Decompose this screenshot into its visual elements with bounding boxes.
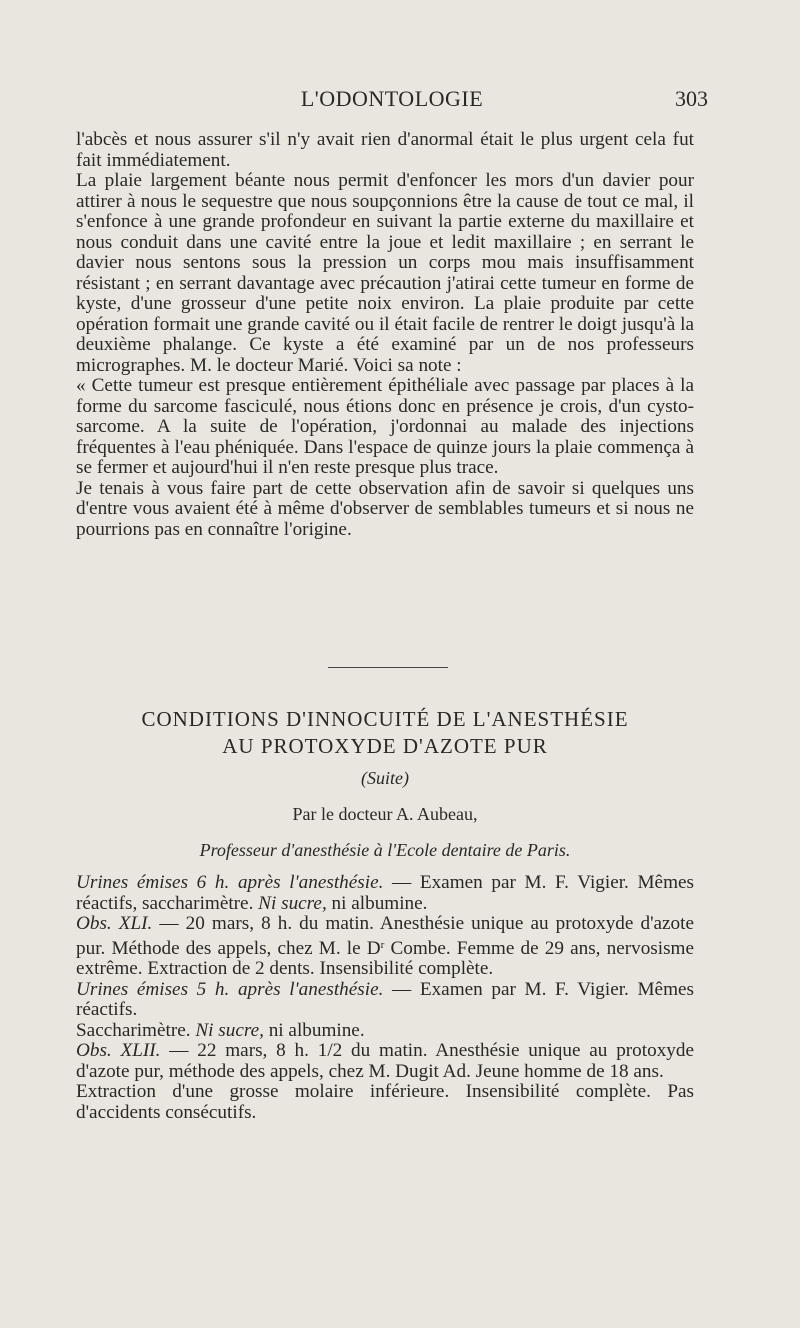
body-paragraph-3 bbox=[76, 980, 694, 1021]
body-text: — 20 mars, 8 h. du matin. Anesthésie unique au protoxyde d'azote pur. Méthode des appels, chez M. le D bbox=[76, 913, 695, 959]
article-title-line-2: AU PROTOXYDE D'AZOTE PUR bbox=[222, 734, 548, 758]
observation-label: Obs. XLII. bbox=[76, 1040, 161, 1061]
urine-note-label: Urines émises 6 h. après l'anesthésie. bbox=[76, 872, 384, 893]
result-emphasis: Ni sucre, bbox=[258, 892, 327, 914]
body-text: — 22 mars, 8 h. 1/2 du matin. Anesthésie unique au protoxyde d'azote pur, méthode des appels, chez M. Dugit Ad. Jeune homme de 18 ans. bbox=[76, 1040, 694, 1082]
intro-paragraph-4: Je tenais à vous faire part de cette observation afin de savoir si quelques uns d'entre vous avaient été à même d'observer de semblables tumeurs et si nous ne pourrions pas en connaître l'origine. bbox=[76, 477, 694, 540]
body-text: — Examen par M. F. Vigier. Mêmes réactifs. bbox=[76, 978, 694, 1020]
body-text: ni albumine. bbox=[263, 1019, 365, 1041]
intro-paragraph-1: l'abcès et nous assurer s'il n'y avait rien d'anormal était le plus urgent cela fut fait immédiatement. bbox=[76, 129, 694, 171]
observation-label: Obs. XLI. bbox=[76, 913, 153, 934]
superscript: r bbox=[380, 938, 385, 951]
body-paragraph-5 bbox=[76, 1041, 694, 1082]
body-paragraph-2 bbox=[76, 914, 694, 980]
body-text: Saccharimètre. bbox=[76, 1019, 196, 1041]
section-divider bbox=[328, 667, 448, 668]
body-paragraph-4 bbox=[76, 1021, 694, 1042]
intro-paragraph-3: « Cette tumeur est presque entièrement épithéliale avec passage par places à la forme du sarcome fasciculé, nous étions donc en présence je crois, d'un cysto-sarcome. A la suite de l'opération, j'ordonnai au malade des injections fréquentes à l'eau phéniquée. Dans l'espace de quinze jours la plaie commença à se fermer et aujourd'hui il n'en reste presque plus trace. bbox=[76, 375, 694, 478]
suite-label: (Suite) bbox=[361, 768, 409, 788]
page-number: 303 bbox=[675, 86, 708, 111]
body-text: Combe. Femme de 29 ans, nervosisme extrême. Extraction de 2 dents. Insensibilité complète. bbox=[76, 937, 694, 979]
body-text: ni albumine. bbox=[326, 892, 428, 914]
article-body bbox=[76, 873, 694, 1123]
intro-paragraph-2: La plaie largement béante nous permit d'enfoncer les mors d'un davier pour attirer à nous le sequestre que nous soupçonnions être la cause de tout ce mal, il s'enfonce à une grande profondeur en suivant la partie externe du maxillaire et nous conduit dans une cavité entre la joue et ledit maxillaire ; en serrant le davier nous sentons sous la pression un corps mou mais insuffisamment résistant ; en serrant davantage avec précaution j'atirai cette tumeur en forme de kyste, d'une grosseur d'une petite noix environ. La plaie produite par cette opération formait une grande cavité ou il était facile de rentrer le doigt jusqu'à la deuxième phalange. Ce kyste a été examiné par un de nos professeurs micrographes. M. le docteur Marié. Voici sa note : bbox=[76, 170, 694, 376]
intro-text bbox=[76, 130, 694, 540]
urine-note-label: Urines émises 5 h. après l'anesthésie. bbox=[76, 978, 384, 1000]
author-byline: Par le docteur A. Aubeau, bbox=[292, 804, 478, 824]
author-affiliation: Professeur d'anesthésie à l'Ecole dentaire de Paris. bbox=[199, 840, 571, 860]
body-paragraph-6: Extraction d'une grosse molaire inférieure. Insensibilité complète. Pas d'accidents consécutifs. bbox=[76, 1081, 694, 1123]
body-text: — Examen par M. F. Vigier. Mêmes réactifs, saccharimètre. bbox=[76, 872, 694, 914]
running-title: L'ODONTOLOGIE bbox=[300, 86, 484, 111]
article-title-line-1: CONDITIONS D'INNOCUITÉ DE L'ANESTHÉSIE bbox=[141, 707, 629, 731]
page-header bbox=[76, 86, 708, 116]
result-emphasis: Ni sucre, bbox=[195, 1019, 264, 1041]
body-paragraph-1 bbox=[76, 873, 694, 914]
